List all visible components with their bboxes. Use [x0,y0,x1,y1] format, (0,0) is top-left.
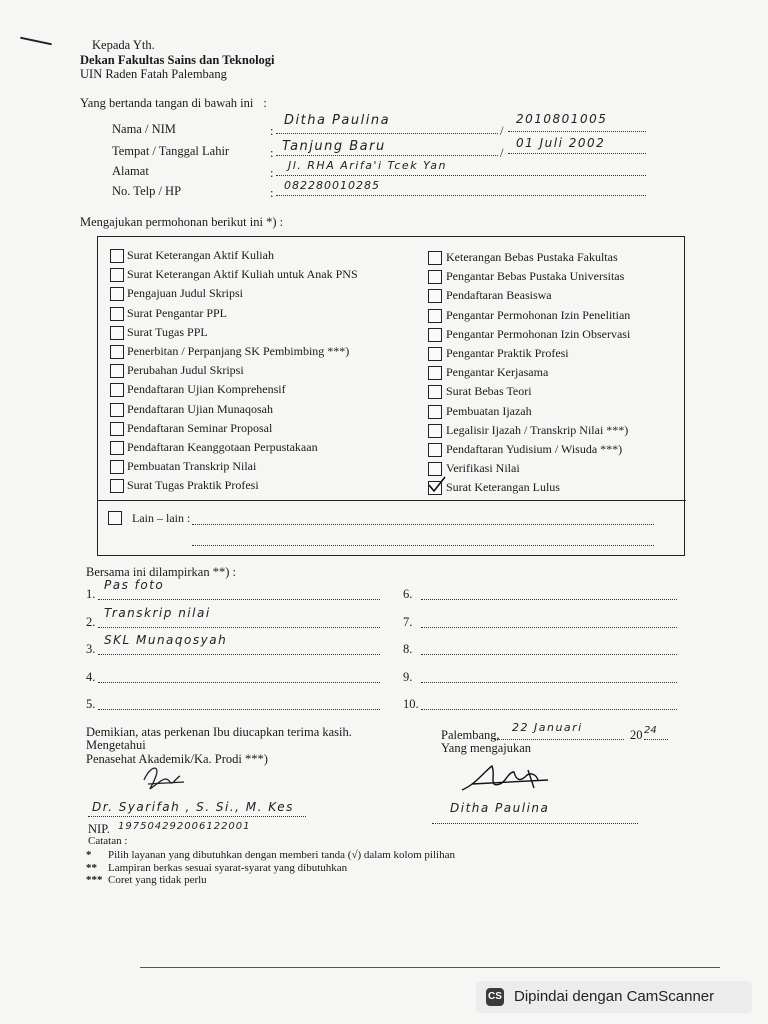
phone-label: No. Telp / HP [112,184,182,198]
service-checkbox[interactable] [110,441,124,455]
service-checkbox[interactable] [110,287,124,301]
attachment-line [98,654,380,655]
service-checkbox[interactable] [110,460,124,474]
birth-date-value: 01 Juli 2002 [516,136,606,150]
note-mark: ** [86,861,97,874]
attachment-line [421,599,677,600]
note-mark: *** [86,874,103,886]
note-text: Pilih layanan yang dibutuhkan dengan memberi tanda (√) dalam kolom pilihan [108,849,455,861]
note-mark: * [86,849,92,861]
birth-label: Tempat / Tanggal Lahir [112,144,230,158]
service-checkbox[interactable] [428,289,442,303]
addressee-university: UIN Raden Fatah Palembang [80,67,227,81]
sign-date-value: 22 Januari [512,721,583,734]
address-value: Jl. RHA Arifa'i Tcek Yan [288,159,447,172]
service-label: Pengantar Permohonan Izin Penelitian [446,307,631,322]
nim-value: 2010801005 [516,112,608,126]
service-label: Pendaftaran Yudisium / Wisuda ***) [446,442,623,456]
checkmark-icon [428,477,444,493]
service-checkbox[interactable] [428,270,442,284]
service-checkbox[interactable] [428,251,442,265]
service-checkbox[interactable] [428,405,442,419]
left-sign-line1: Mengetahui [86,738,146,752]
intro-text: Yang bertanda tangan di bawah ini : [80,96,267,110]
city-label: Palembang, [441,728,500,742]
other-line-2 [192,545,654,546]
scan-mark [20,37,52,46]
service-label: Perubahan Judul Skripsi [127,363,244,378]
service-label: Keterangan Bebas Pustaka Fakultas [446,250,618,264]
other-checkbox[interactable] [108,511,122,525]
service-label: Legalisir Ijazah / Transkrip Nilai ***) [446,422,629,437]
camscanner-logo-icon: CS [486,988,504,1006]
service-label: Pendaftaran Ujian Munaqosah [127,401,273,416]
service-label: Surat Keterangan Aktif Kuliah [127,248,274,262]
service-label: Pengantar Praktik Profesi [446,346,569,360]
attachment-line [98,682,380,683]
nip-value: 197504292006122001 [118,821,251,832]
service-label: Surat Keterangan Lulus [446,480,560,495]
addressee-to: Kepada Yth. [92,38,155,52]
advisor-name: Dr. Syarifah , S. Si., M. Kes [92,800,294,814]
camscanner-text: Dipindai dengan CamScanner [514,988,715,1005]
attachment-number: 10. [403,697,419,711]
attachment-number: 3. [86,642,96,656]
birth-place-value: Tanjung Baru [282,139,386,154]
service-checkbox[interactable] [110,479,124,493]
attachment-number: 7. [403,614,413,629]
service-label: Surat Tugas Praktik Profesi [127,478,259,493]
phone-value: 082280010285 [284,179,380,192]
addressee-dean: Dekan Fakultas Sains dan Teknologi [80,53,275,67]
attachment-number: 2. [86,614,96,629]
attachment-number: 1. [86,587,96,601]
applicant-signature [458,760,558,800]
service-label: Pembuatan Transkrip Nilai [127,459,257,474]
service-label: Pengantar Kerjasama [446,365,549,380]
name-value: Ditha Paulina [284,113,391,128]
year-prefix: 20 [630,728,643,742]
service-label: Pendaftaran Beasiswa [446,288,552,303]
scan-edge [140,967,720,968]
attachment-number: 9. [403,669,413,684]
attachment-value: Pas foto [104,578,165,592]
attachment-number: 8. [403,642,413,656]
service-label: Pengantar Bebas Pustaka Universitas [446,269,625,284]
service-checkbox[interactable] [110,345,124,359]
service-label: Surat Pengantar PPL [127,305,227,320]
service-checkbox[interactable] [110,364,124,378]
advisor-signature [136,762,192,798]
service-checkbox[interactable] [428,347,442,361]
service-label: Pengajuan Judul Skripsi [127,286,243,301]
service-checkbox[interactable] [110,383,124,397]
attachment-line [98,709,380,710]
attachment-line [421,709,677,710]
attachment-line [421,682,677,683]
request-intro: Mengajukan permohonan berikut ini *) : [80,215,284,229]
service-checkbox[interactable] [110,403,124,417]
service-label: Pendaftaran Keanggotaan Perpustakaan [127,440,318,454]
attachments-intro: Bersama ini dilampirkan **) : [86,565,236,579]
services-divider [97,500,686,501]
attachment-number: 5. [86,697,96,711]
service-checkbox[interactable] [110,307,124,321]
attachment-line [421,627,677,628]
service-label: Pengantar Permohonan Izin Observasi [446,326,631,341]
applicant-name: Ditha Paulina [450,801,550,815]
service-checkbox[interactable] [110,326,124,340]
attachment-line [421,654,677,655]
other-label: Lain – lain : [132,511,191,525]
nip-label: NIP. [88,822,110,836]
service-label: Pendaftaran Seminar Proposal [127,420,273,435]
attachment-number: 4. [86,669,96,684]
notes-title: Catatan : [88,835,128,847]
closing-text: Demikian, atas perkenan Ibu diucapkan terima kasih. [86,725,352,739]
service-checkbox[interactable] [428,462,442,476]
service-checkbox[interactable] [110,268,124,282]
year-suffix: 24 [644,725,657,736]
attachment-number: 6. [403,587,413,601]
note-text: Lampiran berkas sesuai syarat-syarat yang dibutuhkan [108,861,348,874]
service-checkbox[interactable] [428,366,442,380]
other-line-1 [192,524,654,525]
service-label: Surat Keterangan Aktif Kuliah untuk Anak PNS [127,267,358,282]
service-checkbox[interactable] [428,328,442,342]
note-text: Coret yang tidak perlu [108,874,207,886]
service-checkbox[interactable] [428,424,442,438]
service-label: Penerbitan / Perpanjang SK Pembimbing ***) [127,344,350,358]
service-checkbox[interactable] [428,481,442,495]
service-label: Verifikasi Nilai [446,461,520,476]
service-checkbox[interactable] [428,443,442,457]
camscanner-watermark [476,981,752,1013]
service-label: Surat Tugas PPL [127,324,208,339]
address-label: Alamat [112,164,149,178]
service-label: Surat Bebas Teori [446,384,532,399]
service-label: Pendaftaran Ujian Komprehensif [127,382,286,397]
right-sign-line: Yang mengajukan [441,741,532,755]
left-sign-line2: Penasehat Akademik/Ka. Prodi ***) [86,752,268,766]
attachment-value: SKL Munaqosyah [104,633,228,647]
attachment-line [98,599,380,600]
service-checkbox[interactable] [110,422,124,436]
service-checkbox[interactable] [428,385,442,399]
name-nim-label: Nama / NIM [112,122,176,136]
attachment-line [98,627,380,628]
attachment-value: Transkrip nilai [104,605,211,620]
service-label: Pembuatan Ijazah [446,403,532,418]
service-checkbox[interactable] [110,249,124,263]
service-checkbox[interactable] [428,309,442,323]
